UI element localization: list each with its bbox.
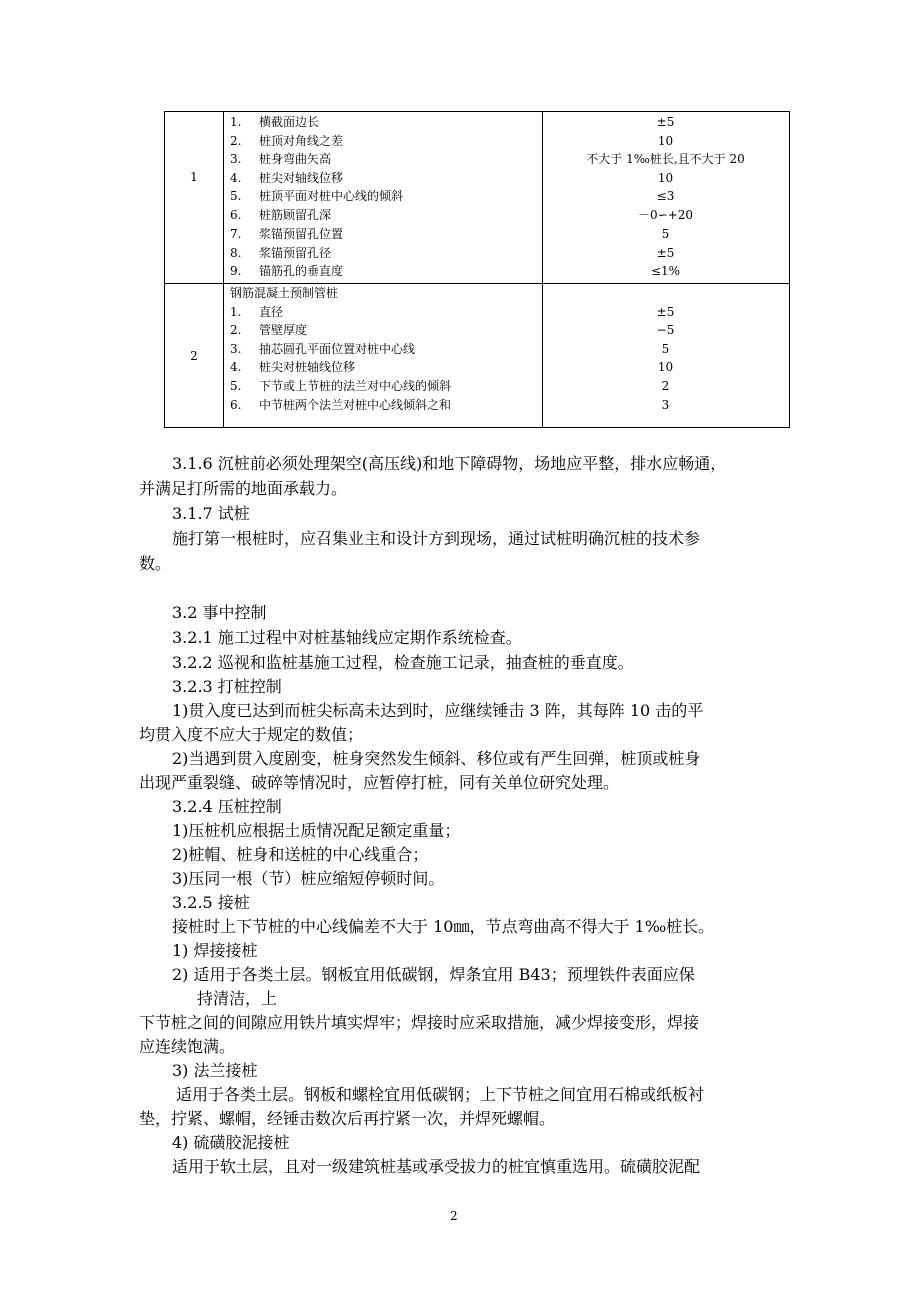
tolerance-value: ±5 [656, 115, 675, 129]
table-row [165, 283, 789, 427]
item-index: 4. [230, 171, 242, 185]
paragraph-weld-line2: 应连续饱满。 [139, 1037, 236, 1056]
value-cell [542, 283, 789, 427]
tolerance-value: －0∽+20 [637, 208, 693, 222]
row-number-cell [165, 283, 224, 427]
paragraph-3-2-3-1-line1: 1)贯入度已达到而桩尖标高未达到时，应继续锤击 3 阵，其每阵 10 击的平 [172, 701, 704, 720]
tolerance-value: −5 [656, 323, 675, 337]
item-index: 3. [230, 152, 242, 166]
heading-3-2-4: 3.2.4 压桩控制 [172, 797, 282, 816]
tolerance-value: 5 [661, 342, 670, 356]
item-index: 3. [230, 342, 242, 356]
item-text: 浆锚预留孔位置 [259, 227, 344, 241]
item-index: 6. [230, 208, 242, 222]
tolerance-table [164, 111, 790, 428]
list-item-sulfur-splice: 4) 硫磺胶泥接桩 [172, 1133, 290, 1152]
item-text: 桩身弯曲矢高 [259, 152, 332, 166]
page-number: 2 [450, 1209, 458, 1223]
paragraph-3-1-7-line2: 数。 [139, 554, 172, 573]
item-text: 桩顶平面对桩中心线的倾斜 [259, 189, 404, 203]
item-text: 下节或上节桩的法兰对中心线的倾斜 [259, 379, 452, 393]
paragraph-3-1-6-line2: 并满足打所需的地面承载力。 [139, 479, 348, 498]
item-text: 桩筋顾留孔深 [259, 208, 332, 222]
item-index: 6. [230, 398, 242, 412]
item-index: 2. [230, 323, 242, 337]
paragraph-3-2-4-1: 1)压桩机应根据土质情况配足额定重量； [172, 821, 461, 840]
row-number: 1 [190, 170, 198, 184]
list-item-flange-splice: 3) 法兰接桩 [172, 1061, 258, 1080]
item-cell [223, 283, 543, 427]
item-index: 9. [230, 264, 242, 278]
paragraph-3-2-3-2-line2: 出现严重裂缝、破碎等情况时，应暂停打桩，同有关单位研究处理。 [139, 773, 620, 792]
row-number: 2 [190, 349, 198, 363]
table-row [165, 112, 789, 284]
tolerance-value: ≤3 [656, 189, 675, 203]
item-text: 直径 [259, 305, 284, 319]
tolerance-value: ±5 [656, 246, 675, 260]
item-cell [223, 112, 543, 283]
item-text: 桩尖对桩轴线位移 [259, 360, 356, 374]
value-cell [542, 112, 789, 283]
paragraph-3-2-5: 接桩时上下节桩的中心线偏差不大于 10㎜，节点弯曲高不得大于 1‰桩长。 [172, 917, 715, 936]
item-index: 2. [230, 134, 242, 148]
item-text: 桩尖对轴线位移 [259, 171, 344, 185]
list-item-weld-splice: 1) 焊接接桩 [172, 941, 258, 960]
paragraph-3-1-7-line1: 施打第一根桩时，应召集业主和设计方到现场，通过试桩明确沉桩的技术参 [172, 529, 701, 548]
tolerance-value: 3 [661, 398, 670, 412]
item-index: 1. [230, 115, 242, 129]
paragraph-3-1-6-line1: 3.1.6 沉桩前必须处理架空(高压线)和地下障碍物，场地应平整，排水应畅通， [172, 454, 727, 473]
item-text: 中节桩两个法兰对桩中心线倾斜之和 [259, 398, 452, 412]
section-heading: 钢筋混凝土预制管桩 [230, 286, 339, 300]
heading-3-1-7: 3.1.7 试桩 [172, 504, 250, 523]
tolerance-value: ≤1% [650, 264, 681, 278]
heading-3-2-5: 3.2.5 接桩 [172, 893, 250, 912]
item-index: 8. [230, 246, 242, 260]
paragraph-3-2-4-3: 3)压同一根（节）桩应缩短停顿时间。 [172, 869, 445, 888]
item-text: 横截面边长 [259, 115, 320, 129]
tolerance-value: ±5 [656, 305, 675, 319]
tolerance-value: 10 [657, 134, 674, 148]
item-text: 桩顶对角线之差 [259, 134, 344, 148]
paragraph-flange-line1: 适用于各类土层。钢板和螺栓宜用低碳钢；上下节桩之间宜用石棉或纸板衬 [176, 1085, 705, 1104]
item-index: 7. [230, 227, 242, 241]
paragraph-3-2-3-1-line2: 均贯入度不应大于规定的数值； [139, 725, 364, 744]
item-text: 浆锚预留孔径 [259, 246, 332, 260]
row-number-cell [165, 112, 224, 283]
paragraph-3-2-3-2-line1: 2)当遇到贯入度剧变，桩身突然发生倾斜、移位或有严生回弹，桩顶或桩身 [172, 749, 701, 768]
heading-3-2: 3.2 事中控制 [172, 603, 267, 622]
item-index: 4. [230, 360, 242, 374]
item-index: 5. [230, 189, 242, 203]
tolerance-value: 10 [657, 171, 674, 185]
tolerance-value: 不大于 1‰桩长,且不大于 20 [586, 152, 745, 166]
tolerance-value: 10 [657, 360, 674, 374]
heading-3-2-3: 3.2.3 打桩控制 [172, 677, 282, 696]
paragraph-weld-line1: 下节桩之间的间隙应用铁片填实焊牢；焊接时应采取措施，减少焊接变形，焊接 [139, 1013, 700, 1032]
paragraph-sulfur-line1: 适用于软土层，且对一级建筑桩基或承受拔力的桩宜慎重选用。硫磺胶泥配 [172, 1157, 701, 1176]
item-text: 锚筋孔的垂直度 [259, 264, 344, 278]
paragraph-3-2-4-2: 2)桩帽、桩身和送桩的中心线重合； [172, 845, 429, 864]
list-item-2-line2: 持清洁，上 [197, 989, 278, 1008]
tolerance-value: 5 [661, 227, 670, 241]
paragraph-3-2-2: 3.2.2 巡视和监桩基施工过程，检查施工记录，抽查桩的垂直度。 [172, 653, 634, 672]
paragraph-flange-line2: 垫，拧紧、螺帽，经锤击数次后再拧紧一次，并焊死螺帽。 [139, 1109, 556, 1128]
list-item-2-line1: 2) 适用于各类土层。钢板宜用低碳钢，焊条宜用 B43；预埋铁件表面应保 [172, 965, 695, 984]
paragraph-3-2-1: 3.2.1 施工过程中对桩基轴线应定期作系统检查。 [172, 628, 522, 647]
item-index: 5. [230, 379, 242, 393]
item-text: 管壁厚度 [259, 323, 308, 337]
item-index: 1. [230, 305, 242, 319]
tolerance-value: 2 [661, 379, 670, 393]
item-text: 抽芯圆孔平面位置对桩中心线 [259, 342, 416, 356]
